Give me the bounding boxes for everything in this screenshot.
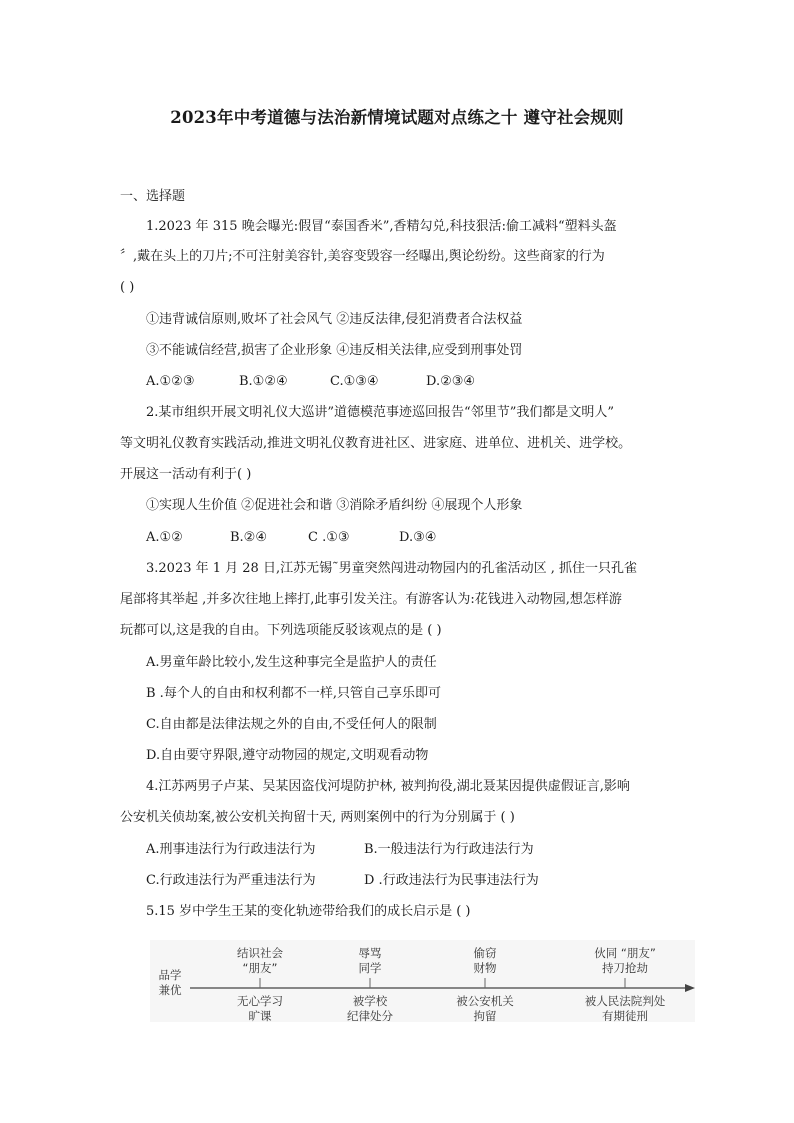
timeline-bottom-label-1: 无心学习 旷课 <box>237 994 283 1023</box>
section-heading: 一、选择题 <box>120 189 186 204</box>
question-1-statement-2: ③不能诚信经营,损害了企业形象 ④违反相关法律,应受到刑事处罚 <box>146 343 523 358</box>
question-2-line-1: 2.某市组织开展文明礼仪大巡讲”道德模范事迹巡回报告“邻里节”我们都是文明人” <box>146 405 614 420</box>
question-3-choice-d[interactable]: D.自由要守界限,遵守动物园的规定,文明观看动物 <box>146 748 429 763</box>
timeline-bottom-label-2: 被学校 纪律处分 <box>347 994 393 1023</box>
timeline-bottom-label-4: 被人民法院判处 有期徒刑 <box>584 994 666 1023</box>
option-b[interactable]: B.一般违法行为行政违法行为 <box>364 842 534 857</box>
question-1-line-3: ( ) <box>120 280 135 295</box>
option-a[interactable]: A.刑事违法行为行政违法行为 <box>146 842 316 857</box>
option-c[interactable]: C.行政违法行为严重违法行为 <box>146 873 316 888</box>
timeline-bottom-label-3: 被公安机关 拘留 <box>456 994 514 1023</box>
option-b[interactable]: B.①②④ <box>239 374 288 389</box>
question-4-line-1: 4.江苏两男子卢某、吴某因盗伐河堤防护林, 被判拘役,湖北聂某因提供虚假证言,影响 <box>146 779 630 794</box>
question-2-statement-1: ①实现人生价值 ②促进社会和谐 ③消除矛盾纠纷 ④展现个人形象 <box>146 498 523 513</box>
document-title: 2023年中考道德与法治新情境试题对点练之十 遵守社会规则 <box>170 108 624 127</box>
option-d[interactable]: D.②③④ <box>426 374 476 389</box>
question-1-statement-1: ①违背诚信原则,败坏了社会风气 ②违反法律,侵犯消费者合法权益 <box>146 312 523 327</box>
question-1-line-1: 1.2023 年 315 晚会曝光:假冒“泰国香米”,香精勾兑,科技狠活:偷工减料“塑料头盔 <box>146 219 617 234</box>
question-3-choice-b[interactable]: B .每个人的自由和权利都不一样,只管自己享乐即可 <box>146 686 441 701</box>
question-2-line-3: 开展这一活动有利于( ) <box>120 467 252 482</box>
question-3-line-2: 尾部将其举起 ,并多次往地上摔打,此事引发关注。有游客认为:花钱进入动物园,想怎样游 <box>120 592 622 607</box>
timeline-top-label-1: 结识社会 “朋友” <box>237 946 283 975</box>
question-3-line-3: 玩都可以,这是我的自由。下列选项能反驳该观点的是 ( ) <box>120 623 442 638</box>
question-2-line-2: 等文明礼仪教育实践活动,推进文明礼仪教育进社区、进家庭、进单位、进机关、进学校。 <box>120 436 632 451</box>
option-c[interactable]: C .①③ <box>308 530 350 545</box>
option-b[interactable]: B.②④ <box>230 530 267 545</box>
question-5-line-1: 5.15 岁中学生王某的变化轨迹带给我们的成长启示是 ( ) <box>146 904 471 919</box>
question-4-line-2: 公安机关侦劫案,被公安机关拘留十天, 两则案例中的行为分别属于 ( ) <box>120 810 515 825</box>
option-d[interactable]: D .行政违法行为民事违法行为 <box>364 873 539 888</box>
option-c[interactable]: C.①③④ <box>330 374 379 389</box>
question-3-choice-a[interactable]: A.男童年龄比较小,发生这种事完全是监护人的责任 <box>146 655 437 670</box>
option-a[interactable]: A.①② <box>146 530 183 545</box>
timeline-start-label: 品学 兼优 <box>158 968 182 997</box>
option-d[interactable]: D.③④ <box>399 530 437 545</box>
option-a[interactable]: A.①②③ <box>146 374 195 389</box>
timeline-top-label-2: 辱骂 同学 <box>358 946 382 975</box>
question-1-line-2: 〞,戴在头上的刀片;不可注射美容针,美容变毁容一经曝出,舆论纷纷。这些商家的行为 <box>120 249 605 264</box>
timeline-top-label-3: 偷窃 财物 <box>473 946 497 975</box>
question-3-choice-c[interactable]: C.自由都是法律法规之外的自由,不受任何人的限制 <box>146 717 437 732</box>
question-3-line-1: 3.2023 年 1 月 28 日,江苏无锡˜男童突然闯进动物园内的孔雀活动区 , 抓住一只孔雀 <box>146 561 637 576</box>
timeline-top-label-4: 伙同 “朋友” 持刀抢劫 <box>594 946 656 975</box>
growth-timeline-figure <box>150 940 695 1022</box>
